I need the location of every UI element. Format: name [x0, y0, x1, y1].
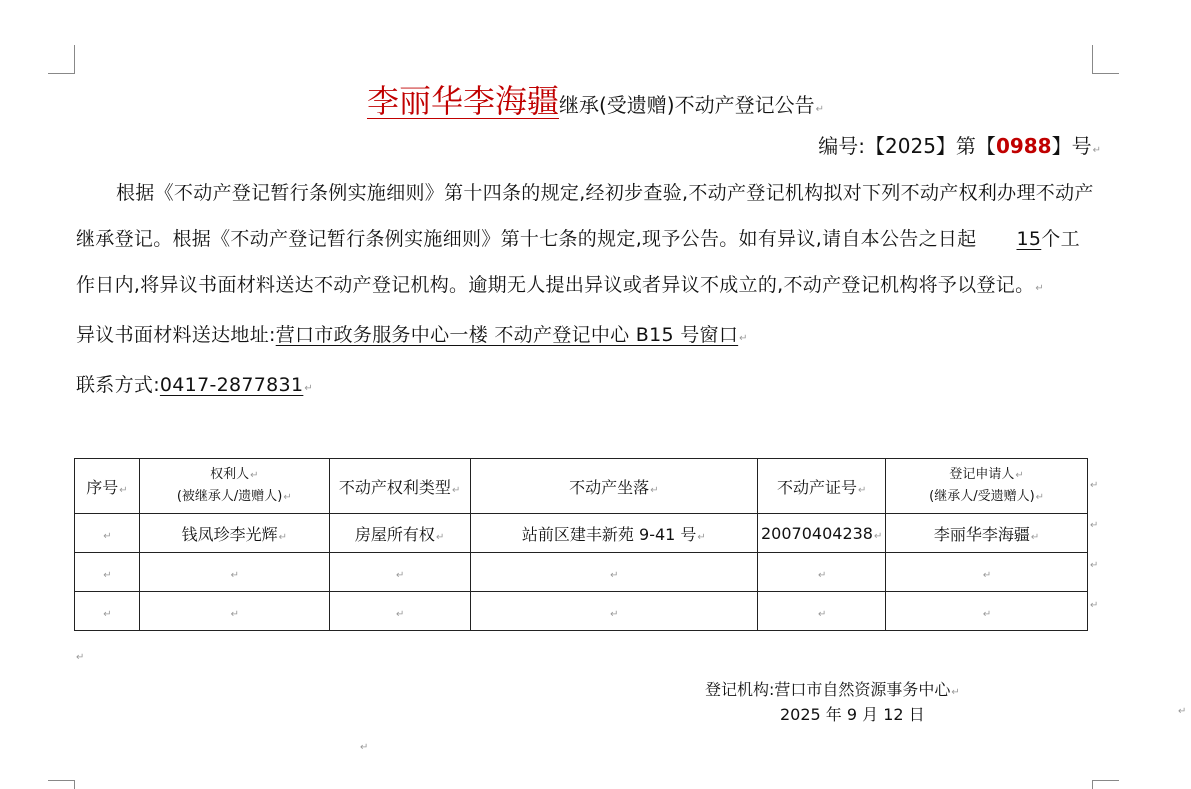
row-end-mark-icon: ↵ [1090, 600, 1099, 611]
notice-paragraph [76, 170, 1096, 312]
address-value: 营口市政务服务中心一楼 不动产登记中心 B15 号窗口 [275, 324, 739, 346]
cell-mark-icon: ↵ [982, 608, 992, 620]
header-holder-line2: (被继承人/遗赠人)↵ [176, 489, 292, 504]
cell-mark-icon: ↵ [103, 569, 112, 581]
row-end-mark-icon: ↵ [1090, 560, 1099, 571]
doc-number-suffix: 】号 [1051, 134, 1092, 158]
cell-mark-icon: ↵ [697, 531, 706, 543]
cell-mark-icon: ↵ [395, 608, 405, 620]
paragraph-mark-icon: ↵ [360, 742, 369, 753]
paragraph-text: 根据《不动产登记暂行条例实施细则》第十四条的规定,经初步查验,不动产登记机构拟对下列不动产权利办理不动产继承登记。根据《不动产登记暂行条例实施细则》第十七条的规定,现予公告。如有异议,请自本公告之日起 [76, 182, 1094, 250]
address-label: 异议书面材料送达地址: [76, 324, 276, 346]
paragraph-mark-icon: ↵ [1092, 145, 1101, 156]
cell-right-type [329, 592, 470, 631]
table-header-row [75, 459, 1088, 514]
document-number [818, 130, 1101, 159]
paragraph-mark-icon: ↵ [951, 687, 960, 698]
cell-mark-icon: ↵ [278, 531, 288, 543]
contact-value: 0417-2877831 [159, 374, 304, 396]
cell-mark-icon: ↵ [1030, 531, 1040, 543]
crop-mark-top-right [1092, 45, 1119, 74]
header-applicant-line2: (继承人/受遗赠人)↵ [929, 489, 1045, 504]
row-end-mark-icon: ↵ [1090, 480, 1099, 491]
paragraph-mark-icon: ↵ [76, 652, 85, 663]
cell-right-type: 房屋所有权↵ [329, 514, 470, 553]
cell-mark-icon: ↵ [250, 470, 259, 481]
cell-applicant [886, 553, 1088, 592]
cell-applicant: 李丽华李海疆↵ [886, 514, 1088, 553]
cell-holder [139, 592, 329, 631]
cell-location [470, 592, 758, 631]
cell-mark-icon: ↵ [103, 608, 112, 620]
paragraph-mark-icon: ↵ [739, 333, 748, 344]
cell-mark-icon: ↵ [982, 569, 992, 581]
cell-mark-icon: ↵ [1015, 470, 1024, 481]
table-row [75, 592, 1088, 631]
header-seq: 序号↵ [75, 459, 140, 514]
header-right-type: 不动产权利类型↵ [329, 459, 470, 514]
crop-mark-top-left [48, 45, 75, 74]
title-text: 继承(受遗赠)不动产登记公告 [559, 93, 815, 117]
notice-body [76, 170, 1096, 412]
registration-organization: 登记机构:营口市自然资源事务中心↵ [705, 680, 960, 699]
cell-mark-icon: ↵ [103, 530, 112, 542]
header-applicant [886, 459, 1088, 514]
contact-line [76, 362, 1096, 412]
cell-cert-no [758, 592, 886, 631]
cell-location: 站前区建丰新苑 9-41 号↵ [470, 514, 758, 553]
cell-mark-icon: ↵ [230, 569, 240, 581]
paragraph-mark-icon: ↵ [1178, 706, 1187, 717]
paragraph-text-end: 个工作日内,将异议书面材料送达不动产登记机构。逾期无人提出异议或者异议不成立的,不动产登记机构将予以登记。 [76, 228, 1080, 296]
cell-mark-icon: ↵ [1035, 492, 1045, 503]
address-line [76, 312, 1096, 362]
header-applicant-line1: 登记申请人↵ [949, 467, 1024, 482]
cell-mark-icon: ↵ [650, 484, 659, 496]
cell-cert-no: 20070404238↵ [758, 514, 886, 553]
cell-location [470, 553, 758, 592]
cell-mark-icon: ↵ [818, 569, 827, 581]
cell-mark-icon: ↵ [395, 569, 405, 581]
header-holder-line1: 权利人↵ [210, 467, 259, 482]
cell-mark-icon: ↵ [858, 484, 867, 496]
cell-mark-icon: ↵ [119, 484, 128, 496]
objection-days: 15 [1016, 228, 1042, 250]
notice-title [0, 76, 1191, 122]
paragraph-mark-icon: ↵ [815, 104, 824, 115]
doc-number-prefix: 编号:【2025】第【 [818, 134, 996, 158]
cell-mark-icon: ↵ [283, 492, 292, 503]
row-end-mark-icon: ↵ [1090, 520, 1099, 531]
paragraph-mark-icon: ↵ [304, 383, 314, 394]
header-cert-no: 不动产证号↵ [758, 459, 886, 514]
cell-seq [75, 553, 140, 592]
cell-mark-icon: ↵ [610, 608, 619, 620]
header-location: 不动产坐落↵ [470, 459, 758, 514]
cell-mark-icon: ↵ [873, 530, 883, 542]
cell-mark-icon: ↵ [230, 608, 240, 620]
cell-seq [75, 514, 140, 553]
cell-holder: 钱凤珍李光辉↵ [139, 514, 329, 553]
cell-applicant [886, 592, 1088, 631]
notice-date: 2025 年 9 月 12 日 [780, 705, 925, 724]
table-row [75, 514, 1088, 553]
cell-mark-icon: ↵ [818, 608, 827, 620]
cell-seq [75, 592, 140, 631]
crop-mark-bottom-right [1092, 780, 1119, 789]
header-holder [139, 459, 329, 514]
table-row [75, 553, 1088, 592]
crop-mark-bottom-left [48, 780, 75, 789]
registration-table [74, 458, 1088, 631]
contact-label: 联系方式: [76, 374, 160, 396]
cell-mark-icon: ↵ [435, 531, 445, 543]
cell-holder [139, 553, 329, 592]
cell-mark-icon: ↵ [610, 569, 619, 581]
cell-right-type [329, 553, 470, 592]
cell-cert-no [758, 553, 886, 592]
paragraph-mark-icon: ↵ [1035, 283, 1045, 294]
cell-mark-icon: ↵ [451, 484, 461, 496]
doc-number-value: 0988 [995, 134, 1052, 158]
title-names: 李丽华李海疆 [366, 82, 559, 120]
